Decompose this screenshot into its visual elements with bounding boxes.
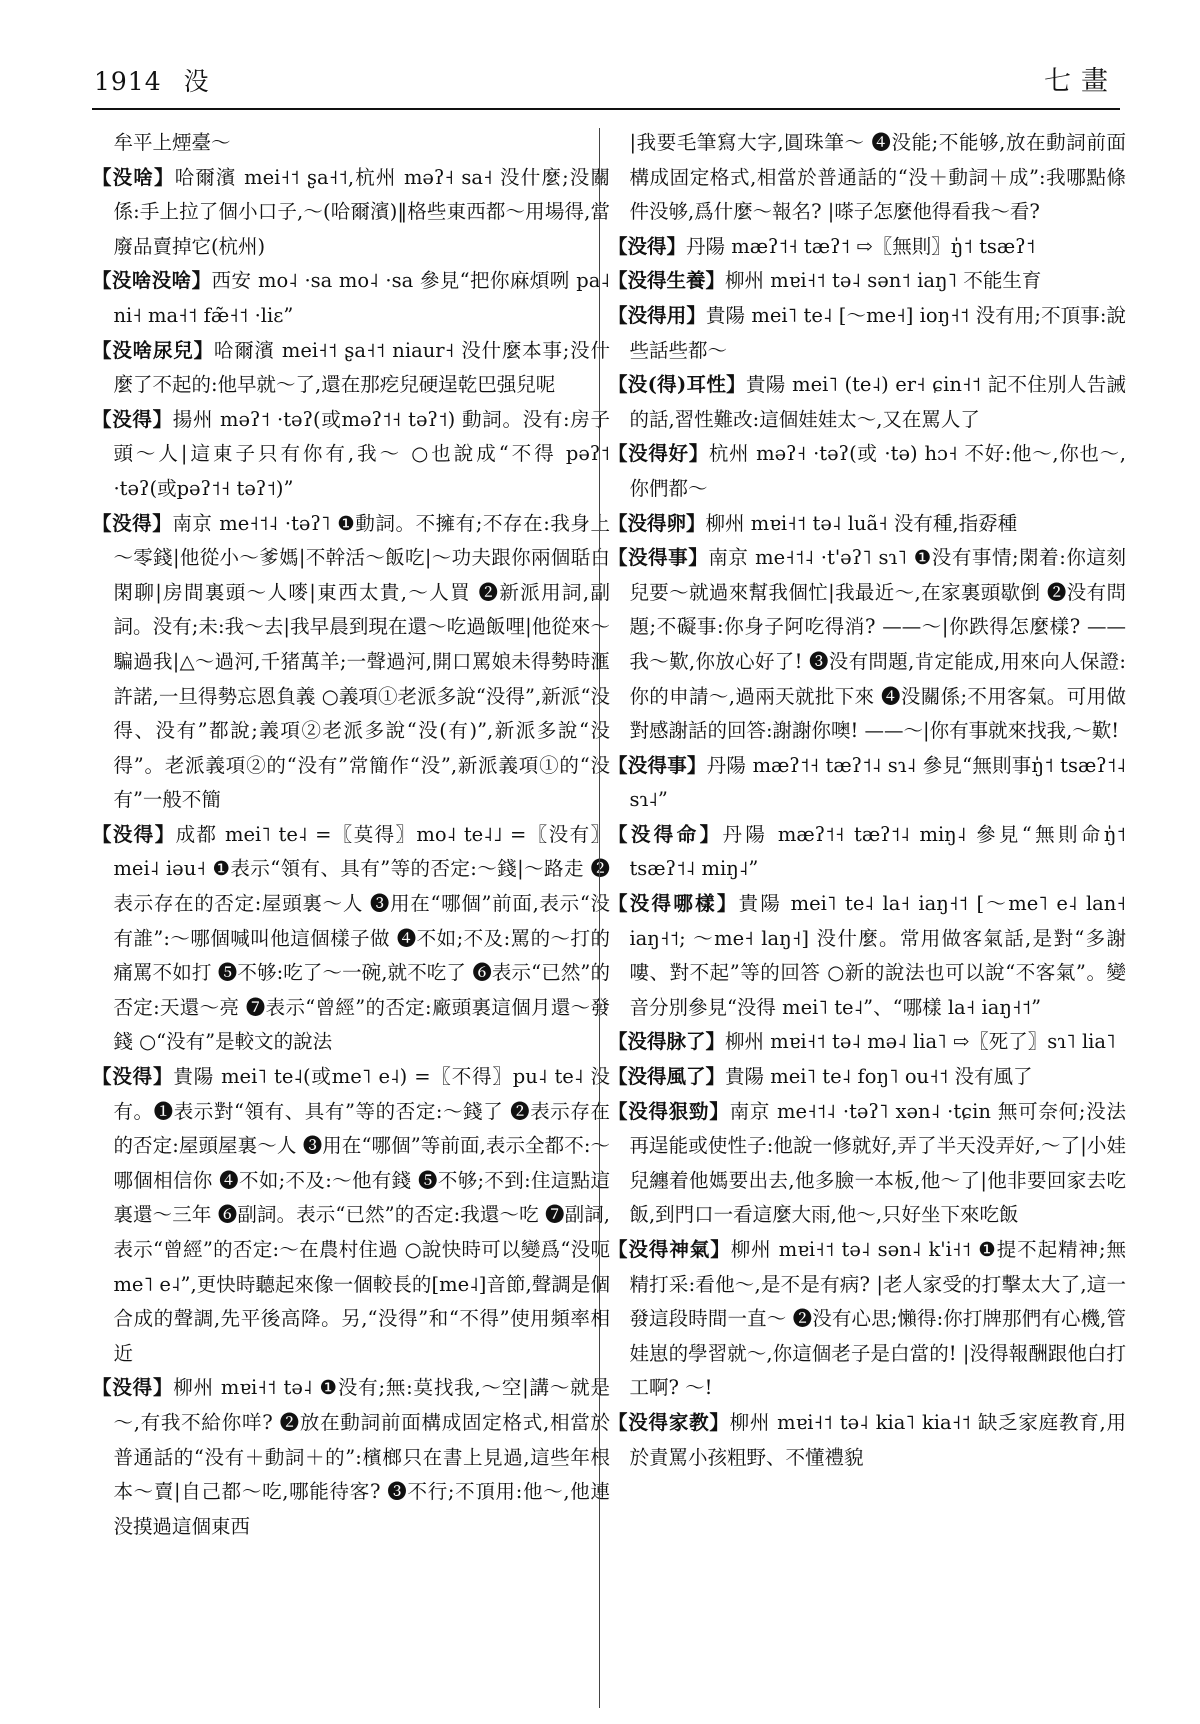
dictionary-entry xyxy=(608,230,1126,265)
entry-headword: 【没得】 xyxy=(608,234,687,258)
entry-headword: 【没得生養】 xyxy=(608,269,726,293)
entry-definition: 柳州 mɐi˧˦ tə˨ ❶没有;無:莫找我,～空|講～就是～,有我不給你咩? ❷放在動詞前面構成固定格式,相當於普通話的“没有＋動詞＋的”:檳榔只在書上見過,這些年根本～賣|自己都～吃,哪能待客? ❸不行;不頂用:他～,他連没摸過這個東西 xyxy=(113,1376,610,1538)
entry-definition: 牟平上煙臺～ xyxy=(113,131,231,154)
entry-definition: 丹陽 mæʔ˦˧ tæʔ˦ ⇨〖無則〗ŋ̍˦ tsæʔ˦ xyxy=(686,234,1036,258)
dictionary-entry xyxy=(92,1371,610,1544)
dictionary-entry xyxy=(92,403,610,507)
entry-definition: 貴陽 mei˥ te˨(或me˥ e˨) =〖不得〗pu˨ te˨ 没有。❶表示對“領有、具有”等的否定:～錢了 ❷表示存在的否定:屋頭屋裏～人 ❸用在“哪個”等前面,表示全都不:～哪個相信你 ❹不如;不及:～他有錢 ❺不够;不到:住這點這裏還～三年 ❻副詞。表示“已然”的否定:我還～吃 ❼副詞,表示“曾經”的否定:～在農村住過 ○說快時可以變爲“没呃 me˥ e˨”,更快時聽起來像一個較長的[me˨]音節,聲調是個合成的聲調,先平後高降。另,“没得”和“不得”使用頻率相近 xyxy=(113,1065,610,1365)
entry-headword: 【没得命】 xyxy=(608,822,723,846)
entry-headword: 【没得卵】 xyxy=(608,511,706,535)
entry-headword: 【没得】 xyxy=(92,822,176,846)
entry-definition: 西安 mo˨ ·sa mo˨ ·sa 參見“把你麻煩咧 pa˨ ni˧ ma˧˦ fæ̃˧˦ ·liɛ” xyxy=(113,269,610,327)
page-number: 1914 xyxy=(94,67,162,96)
entry-headword: 【没啥】 xyxy=(92,165,175,189)
entry-headword: 【没得脉了】 xyxy=(608,1030,726,1054)
entry-definition: 柳州 mɐi˧˦ tə˨ kia˥ kia˧˦ 缺乏家庭教育,用於責罵小孩粗野、不懂禮貌 xyxy=(629,1410,1126,1469)
dictionary-entry xyxy=(608,541,1126,749)
dictionary-entry xyxy=(608,1060,1126,1095)
dictionary-entry xyxy=(608,1025,1126,1060)
entry-definition: 南京 me˧˦˨ ·təʔ˥ ❶動詞。不擁有;不存在:我身上～零錢|他從小～爹媽|不幹活～飯吃|～功夫跟你兩個聒白閑聊|房間裏頭～人嘜|東西太貴,～人買 ❷新派用詞,副詞。没有;未:我～去|我早晨到現在還～吃過飯哩|他從來～騙過我|△～過河,千猪萬羊;一聲過河,開口罵娘未得勢時滙許諾,一旦得勢忘恩負義 ○義項①老派多說“没得”,新派“没得、没有”都說;義項②老派多說“没(有)”,新派多說“没得”。老派義項②的“没有”常簡作“没”,新派義項①的“没有”一般不簡 xyxy=(113,511,610,812)
left-column xyxy=(92,126,610,1544)
dictionary-entry xyxy=(608,507,1126,542)
entry-headword: 【没得好】 xyxy=(608,442,709,466)
entry-definition: 杭州 məʔ˧ ·təʔ(或 ·tə) hɔ˧ 不好:他～,你也～,你們都～ xyxy=(629,442,1126,500)
header-left xyxy=(94,62,210,98)
entry-headword: 【没得狠勁】 xyxy=(608,1099,730,1123)
dictionary-entry xyxy=(608,1233,1126,1406)
page-header xyxy=(92,62,1120,110)
dictionary-entry xyxy=(92,334,610,403)
entry-definition: 柳州 mɐi˧˦ tə˨ sən˨ k'i˧˦ ❶提不起精神;無精打采:看他～,是不是有病? |老人家受的打擊太大了,這一發這段時間一直～ ❷没有心思;懶得:你打牌那們有心機,管娃崽的學習就～,你這個老子是白當的! |没得報酬跟他白打工啊? ～! xyxy=(629,1238,1126,1400)
right-column xyxy=(608,126,1126,1475)
entry-definition: 成都 mei˥ te˨ =〖莫得〗mo˨ te˨˩ =〖没有〗mei˨ iəu˧ ❶表示“領有、具有”等的否定:～錢|～路走 ❷表示存在的否定:屋頭裏～人 ❸用在“哪個”前面,表示“没有誰”:～哪個喊叫他這個樣子做 ❹不如;不及:罵的～打的痛罵不如打 ❺不够:吃了～一碗,就不吃了 ❻表示“已然”的否定:天還～亮 ❼表示“曾經”的否定:廠頭裏這個月還～發錢 ○“没有”是較文的說法 xyxy=(113,822,610,1054)
entry-definition: 哈爾濱 mei˧˦ ʂa˧˦ niaur˧ 没什麼本事;没什麼了不起的:他早就～了,還在那疙兒硬逞乾巴强兒呢 xyxy=(113,338,610,397)
entry-definition: 柳州 mɐi˧˦ tə˨ luã˧ 没有種,指孬種 xyxy=(705,511,1018,535)
entry-headword: 【没啥尿兒】 xyxy=(92,338,214,362)
dictionary-entry xyxy=(608,368,1126,437)
entry-definition: 貴陽 mei˥ te˨ la˧ iaŋ˧˦ [～me˥ e˨ lan˧ iaŋ˧˦; ～me˧ laŋ˧] 没什麼。常用做客氣話,是對“多謝嘍、對不起”等的回答 ○新的說法也可以說“不客氣”。變音分別參見“没得 mei˥ te˨”、“哪樣 la˧ iaŋ˧˦” xyxy=(629,892,1126,1019)
dictionary-entry xyxy=(92,161,610,265)
dictionary-entry xyxy=(92,818,610,1060)
dictionary-entry xyxy=(608,1406,1126,1475)
dictionary-entry xyxy=(608,749,1126,818)
entry-definition: 南京 me˧˦˨ ·təʔ˥ xən˨ ·tɕin 無可奈何;没法再逞能或使性子:他說一修就好,弄了半天没弄好,～了|小娃兒纏着他媽要出去,他多臉一本板,他～了|他非要回家去吃飯,到門口一看這麼大雨,他～,只好坐下來吃飯 xyxy=(629,1099,1126,1227)
dictionary-entry xyxy=(92,1060,610,1371)
entry-headword: 【没得】 xyxy=(92,407,173,431)
dictionary-entry xyxy=(608,299,1126,368)
entry-definition: 揚州 məʔ˦ ·təʔ(或məʔ˦˧ təʔ˦) 動詞。没有:房子頭～人|這東子只有你有,我～ ○也說成“不得 pəʔ˦ ·təʔ(或pəʔ˦˧ təʔ˦)” xyxy=(113,407,610,500)
entry-definition: 柳州 mɐi˧˦ tə˨ mə˨ lia˥ ⇨〖死了〗sɿ˥ lia˥ xyxy=(725,1030,1116,1054)
entry-headword: 【没得哪樣】 xyxy=(608,892,739,916)
dictionary-entry xyxy=(92,264,610,333)
dictionary-entry xyxy=(608,887,1126,1025)
dictionary-entry xyxy=(92,507,610,818)
entry-definition: 丹陽 mæʔ˦˧ tæʔ˦˨ miŋ˨ 參見“無則命ŋ̍˦ tsæʔ˦˨ miŋ˨” xyxy=(629,822,1126,881)
dictionary-entry xyxy=(608,437,1126,506)
entry-headword: 【没得】 xyxy=(92,1376,174,1400)
entry-definition: 貴陽 mei˥ (te˨) er˧ ɕin˧˦ 記不住別人告誡的話,習性難改:這個娃娃太～,又在罵人了 xyxy=(629,373,1127,431)
entry-headword: 【没得風了】 xyxy=(608,1065,726,1089)
entry-definition: 丹陽 mæʔ˦˧ tæʔ˦˨ sɿ˨ 參見“無則事ŋ̍˦ tsæʔ˦˨ sɿ˨” xyxy=(629,753,1126,812)
entry-headword: 【没得事】 xyxy=(608,753,707,777)
dictionary-entry xyxy=(608,818,1126,887)
dictionary-entry xyxy=(608,1095,1126,1233)
entry-definition: 哈爾濱 mei˧˦ ʂa˧˦,杭州 məʔ˧ sa˧ 没什麼;没關係:手上拉了個小口子,～(哈爾濱)‖格些東西都～用場得,當廢品賣掉它(杭州) xyxy=(113,165,610,258)
entry-headword: 【没得】 xyxy=(92,1065,174,1089)
entry-continuation xyxy=(608,126,1126,230)
entry-headword: 【没得事】 xyxy=(608,546,709,570)
entry-headword: 【没得用】 xyxy=(608,303,706,327)
entry-headword: 【没得神氣】 xyxy=(608,1238,731,1261)
entry-headword: 【没得家教】 xyxy=(608,1410,730,1434)
entry-definition: 貴陽 mei˥ te˨ [～me˧] ioŋ˧˦ 没有用;不頂事:說些話些都～ xyxy=(629,303,1126,362)
entry-definition: 南京 me˧˦˨ ·t'əʔ˥ sɿ˥ ❶没有事情;閑着:你這刻兒要～就過來幫我個忙|我最近～,在家裏頭歇倒 ❷没有問題;不礙事:你身子阿吃得消? ——～|你跌得怎麼樣? ——我～歎,你放心好了! ❸没有問題,肯定能成,用來向人保證:你的申請～,過兩天就批下來 ❹没關係;不用客氣。可用做對感謝話的回答:謝謝你噢! ——～|你有事就來找我,～歎! xyxy=(629,546,1126,743)
entry-definition: |我要毛筆寫大字,圓珠筆～ ❹没能;不能够,放在動詞前面構成固定格式,相當於普通話的“没＋動詞＋成”:我哪點條件没够,爲什麼～報名? |嗏子怎麼他得看我～看? xyxy=(629,131,1126,224)
column-divider xyxy=(599,128,600,1708)
section-title: 七畫 xyxy=(1044,66,1118,97)
header-headword: 没 xyxy=(183,67,210,96)
entry-headword: 【没得】 xyxy=(92,511,173,535)
entry-headword: 【没(得)耳性】 xyxy=(608,373,746,397)
entry-headword: 【没啥没啥】 xyxy=(92,269,212,293)
entry-definition: 柳州 mɐi˧˦ tə˨ sən˦ iaŋ˥ 不能生育 xyxy=(725,269,1042,293)
entry-continuation xyxy=(92,126,610,161)
entry-definition: 貴陽 mei˥ te˨ foŋ˥ ou˧˦ 没有風了 xyxy=(725,1065,1033,1089)
dictionary-entry xyxy=(608,264,1126,299)
